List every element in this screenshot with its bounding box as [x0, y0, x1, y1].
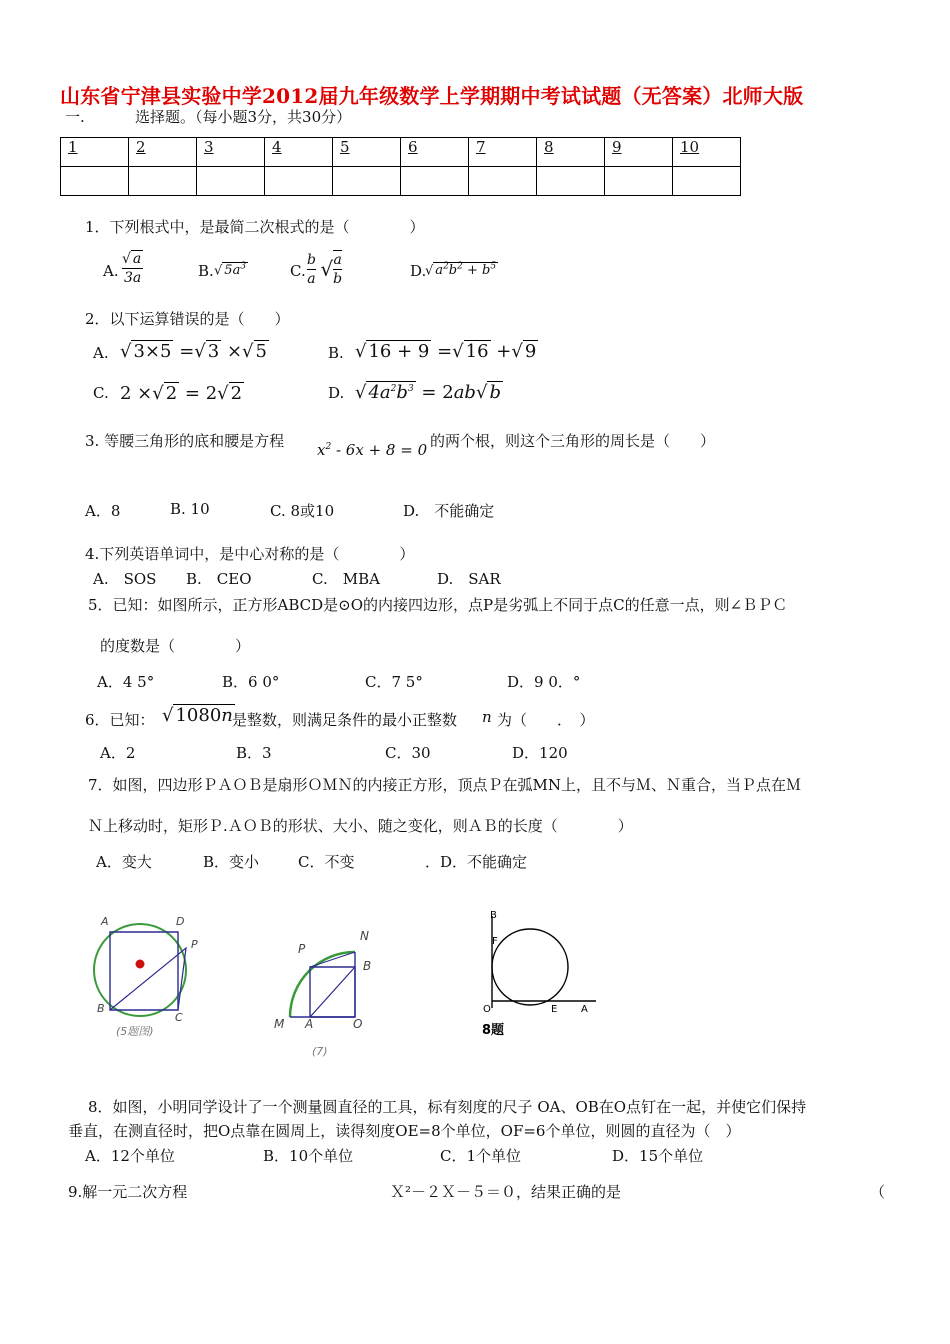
answer-cell[interactable] [401, 167, 469, 196]
q6-option-b: B．3 [236, 744, 272, 762]
fig5-square [110, 932, 178, 1010]
answer-cell[interactable] [333, 167, 401, 196]
q8-stem-2: 垂直，在测直径时，把O点靠在圆周上，读得刻度OE=8个单位，OF=6个单位，则圆的直径为（ ） [68, 1122, 741, 1140]
q8-option-c: C．1个单位 [440, 1147, 522, 1165]
fig7-label: M [274, 1017, 285, 1031]
q3-option-a: A．8 [85, 502, 121, 520]
fig7-label: N [360, 929, 369, 943]
answer-cell[interactable] [605, 167, 673, 196]
q1-a-expr: $\frac{√ a}{3a}$ [122, 251, 142, 286]
q5-stem: 5．已知：如图所示，正方形ABCD是⊙O的内接四边形，点P是劣弧上不同于点C的任意一点，则∠ＢＰＣ [88, 596, 788, 614]
q8-stem: 8．如图，小明同学设计了一个测量圆直径的工具，标有刻度的尺子 OA、OB在O点钉在一起，并使它们保持 [88, 1098, 807, 1116]
fig5-circle [94, 924, 186, 1016]
q6-expr: √ 1080n [162, 705, 233, 726]
answer-cell[interactable] [265, 167, 333, 196]
q3-option-b: B. 10 [170, 500, 210, 518]
fig5-caption: (5题图) [116, 1025, 154, 1038]
q2-option-a: A. [93, 344, 109, 362]
fig5-label: B [97, 1002, 105, 1015]
q3-stem-pre: 3. 等腰三角形的底和腰是方程 [85, 432, 285, 450]
grid-header: 10 [673, 138, 741, 167]
figure-7 [268, 920, 378, 1065]
q7-option-c: C．不变 [298, 853, 355, 871]
grid-header: 9 [605, 138, 673, 167]
q6-variable: n [482, 708, 492, 726]
fig8-label: E [551, 1004, 558, 1015]
q5-stem-2: 的度数是（ ） [100, 637, 251, 655]
q2-d-expr: √ $4a^2b^3 = 2ab√$ b [355, 382, 501, 403]
q6-option-c: C．30 [385, 744, 431, 762]
answer-cell[interactable] [197, 167, 265, 196]
q7-option-a: A．变大 [96, 853, 152, 871]
q8-option-d: D．15个单位 [612, 1147, 704, 1165]
fig7-arc [290, 952, 355, 1017]
q9-stem-pre: 9.解一元二次方程 [68, 1183, 188, 1201]
q6-stem-pre: 6．已知： [85, 711, 155, 729]
answer-grid [60, 137, 741, 196]
fig7-caption: (7) [312, 1045, 328, 1058]
q1-option-a: A. [103, 262, 119, 280]
q5-option-d: D．9 0．° [507, 673, 581, 691]
q1-d-expr: √ $a^2b^2 + b^5$ [425, 262, 497, 279]
q1-stem: 1．下列根式中，是最简二次根式的是（ ） [85, 218, 425, 236]
answer-cell[interactable] [129, 167, 197, 196]
q4-option-c: C. MBA [312, 570, 380, 588]
fig8-label: B [490, 910, 497, 921]
q8-option-a: A．12个单位 [85, 1147, 175, 1165]
q1-c-expr: $\frac{b}{a}$ √ $\frac{a}{b}$ [307, 251, 343, 287]
q5-option-c: C．7 5° [365, 673, 423, 691]
fig8-label: O [483, 1004, 491, 1015]
q6-stem-end: 为（ ． ） [497, 711, 595, 729]
fig7-label: O [353, 1017, 363, 1031]
fig7-label: B [363, 959, 372, 973]
q1-option-b: B. [198, 262, 214, 280]
q2-stem: 2．以下运算错误的是（ ） [85, 310, 290, 328]
q6-stem-post: 是整数，则满足条件的最小正整数 [232, 711, 458, 729]
figure-8 [478, 908, 603, 1043]
fig5-label: D [176, 915, 185, 928]
q4-option-b: B. CEO [186, 570, 252, 588]
fig5-label: P [191, 938, 198, 951]
q4-stem: 4.下列英语单词中，是中心对称的是（ ） [85, 545, 415, 563]
q9-equation: Ｘ²－２Ｘ－５＝０，结果正确的是 [390, 1183, 622, 1201]
fig7-label: A [305, 1017, 314, 1031]
page-title: 山东省宁津县实验中学2012届九年级数学上学期期中考试试题（无答案）北师大版 [60, 84, 804, 108]
q2-option-b: B. [328, 344, 344, 362]
q7-stem: 7．如图，四边形ＰＡＯＢ是扇形ＯＭＮ的内接正方形，顶点Ｐ在弧MN上，且不与Ｍ、Ｎ重合，当Ｐ点在Ｍ [88, 776, 802, 794]
answer-cell[interactable] [469, 167, 537, 196]
grid-header: 1 [61, 138, 129, 167]
q2-option-c: C. [93, 384, 109, 402]
figure-5 [88, 908, 208, 1043]
fig8-caption: 8题 [482, 1023, 505, 1038]
q7-option-d: ．D．不能确定 [425, 853, 528, 871]
q4-option-d: D. SAR [437, 570, 501, 588]
grid-header: 6 [401, 138, 469, 167]
q1-b-expr: √ $5a^3$ [214, 262, 247, 279]
grid-header: 2 [129, 138, 197, 167]
q7-option-b: B．变小 [203, 853, 260, 871]
q1-option-d: D. [410, 262, 427, 280]
fig7-label: P [298, 942, 306, 956]
q2-a-expr: √ 3×5 =√ 3 ×√ 5 [120, 341, 267, 362]
fig8-circle [492, 929, 568, 1005]
fig8-label: A [581, 1004, 588, 1015]
q4-option-a: A. SOS [93, 570, 157, 588]
grid-header: 3 [197, 138, 265, 167]
q3-stem-post: 的两个根，则这个三角形的周长是（ ） [430, 432, 716, 450]
section-number: 一. [65, 108, 85, 126]
q6-option-a: A．2 [100, 744, 136, 762]
q3-equation: $x^2 - 6x + 8 = 0$ [317, 441, 428, 459]
q2-option-d: D. [328, 384, 345, 402]
q2-c-expr: 2 ×√ 2 = 2√ 2 [120, 383, 243, 404]
q3-option-d: D. 不能确定 [403, 502, 495, 520]
grid-header: 8 [537, 138, 605, 167]
section-heading: 选择题。（每小题3分，共30分） [135, 108, 352, 126]
fig5-label: A [101, 915, 109, 928]
grid-header: 7 [469, 138, 537, 167]
q5-option-b: B．6 0° [222, 673, 280, 691]
q6-option-d: D．120 [512, 744, 568, 762]
fig5-center-dot [136, 960, 145, 969]
q3-option-c: C. 8或10 [270, 502, 335, 520]
grid-header: 4 [265, 138, 333, 167]
q7-stem-2: Ｎ上移动时，矩形Ｐ.ＡＯＢ的形状、大小、随之变化，则ＡＢ的长度（ ） [88, 817, 633, 835]
answer-cell[interactable] [537, 167, 605, 196]
q1-option-c: C. [290, 262, 306, 280]
answer-cell[interactable] [61, 167, 129, 196]
q5-option-a: A．4 5° [97, 673, 155, 691]
grid-header: 5 [333, 138, 401, 167]
q9-paren: （ [870, 1183, 886, 1201]
answer-cell[interactable] [673, 167, 741, 196]
fig5-label: C [175, 1011, 183, 1024]
q8-option-b: B．10个单位 [263, 1147, 354, 1165]
q2-b-expr: √ 16 + 9 =√ 16 +√ 9 [355, 341, 537, 362]
fig8-label: F [492, 936, 498, 947]
